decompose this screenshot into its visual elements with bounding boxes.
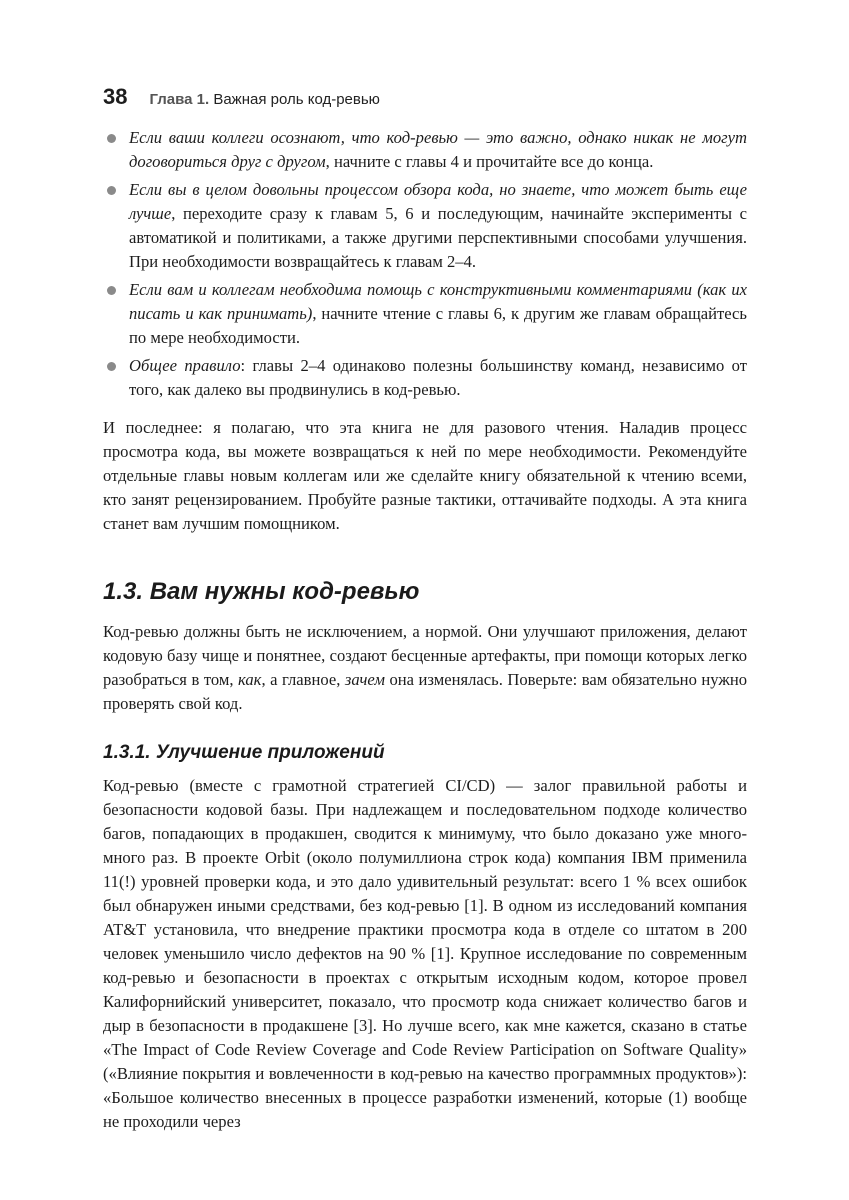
section-text-part: она изменялась. Поверьте: вам обязательно нужно проверять свой код. bbox=[103, 670, 747, 713]
list-item-emphasis: Если вам и коллегам необходима помощь с конструктивными комментариями (как их писать и как принимать) bbox=[129, 280, 747, 323]
section-paragraph bbox=[103, 620, 747, 716]
list-item bbox=[103, 126, 747, 174]
page-number: 38 bbox=[103, 84, 128, 109]
chapter-title: Важная роль код-ревью bbox=[213, 91, 380, 108]
list-item bbox=[103, 178, 747, 274]
bullet-icon bbox=[107, 362, 116, 371]
list-item-text: : главы 2–4 одинаково полезны большинству команд, независимо от того, как далеко вы продвинулись в код-ревью. bbox=[129, 356, 747, 399]
chapter-heading bbox=[149, 91, 379, 108]
book-page bbox=[103, 84, 747, 1134]
section-text-part: Код-ревью должны быть не исключением, а нормой. Они улучшают приложения, делают кодовую базу чище и понятнее, создают бесценные артефакты, при помощи которых легко разобраться в том, bbox=[103, 622, 747, 689]
list-item bbox=[103, 354, 747, 402]
list-item-text: , переходите сразу к главам 5, 6 и последующим, начинайте эксперименты с автоматикой и политиками, а также другими перспективными способами улучшения. При необходимости возвращайтесь к главам 2–4. bbox=[129, 204, 747, 271]
running-head bbox=[103, 84, 747, 112]
bullet-icon bbox=[107, 186, 116, 195]
chapter-label: Глава 1. bbox=[149, 91, 210, 108]
list-item-text: , начните с главы 4 и прочитайте все до конца. bbox=[325, 152, 654, 171]
subsection-heading: 1.3.1. Улучшение приложений bbox=[103, 742, 385, 763]
bullet-icon bbox=[107, 134, 116, 143]
list-item-emphasis: Если вы в целом довольны процессом обзора кода, но знаете, что может быть еще лучше bbox=[129, 180, 747, 223]
bullet-icon bbox=[107, 286, 116, 295]
list-item-text: , начните чтение с главы 6, к другим же главам обращайтесь по мере необходимости. bbox=[129, 304, 747, 347]
list-item-emphasis: Общее правило bbox=[129, 356, 241, 375]
list-item-emphasis: Если ваши коллеги осознают, что код-ревью — это важно, однако никак не могут договориться друг с другом bbox=[129, 128, 747, 171]
closing-paragraph: И последнее: я полагаю, что эта книга не для разового чтения. Наладив процесс просмотра кода, вы можете возвращаться к ней по мере необходимости. Рекомендуйте отдельные главы новым коллегам или же сделайте книгу обязательной к чтению всеми, кто занят рецензированием. Пробуйте разные тактики, оттачивайте подходы. А эта книга станет вам лучшим помощником. bbox=[103, 418, 747, 533]
section-emphasis: зачем bbox=[344, 670, 385, 689]
reading-guide-list bbox=[103, 126, 747, 402]
subsection-paragraph: Код-ревью (вместе с грамотной стратегией CI/CD) — залог правильной работы и безопасности кодовой базы. При надлежащем и последовательном подходе количество багов, попадающих в продакшен, сводится к минимуму, что было доказано уже много-много раз. В проекте Orbit (около полумиллиона строк кода) компания IBM применила 11(!) уровней проверки кода, и это дало удивительный результат: всего 1 % всех ошибок был обнаружен иными средствами, без код-ревью [1]. В одном из исследований компания AT&T установила, что внедрение практики просмотра кода в отделе со штатом в 200 человек уменьшило число дефектов на 90 % [1]. Крупное исследование по современным код-ревью и безопасности в проектах с открытым исходным кодом, которое провел Калифорнийский университет, показало, что просмотр кода снижает количество багов и дыр в безопасности в продакшене [3]. Но лучше всего, как мне кажется, сказано в статье «The Impact of Code Review Coverage and Code Review Participation on Software Quality» («Влияние покрытия и вовлеченности в код-ревью на качество программных продуктов»): «Большое количество внесенных в процессе разработки изменений, которые (1) вообще не проходили через bbox=[103, 776, 747, 1131]
section-text-part: , а главное, bbox=[261, 670, 345, 689]
list-item bbox=[103, 278, 747, 350]
section-emphasis: как bbox=[238, 670, 262, 689]
section-heading: 1.3. Вам нужны код-ревью bbox=[103, 578, 420, 605]
